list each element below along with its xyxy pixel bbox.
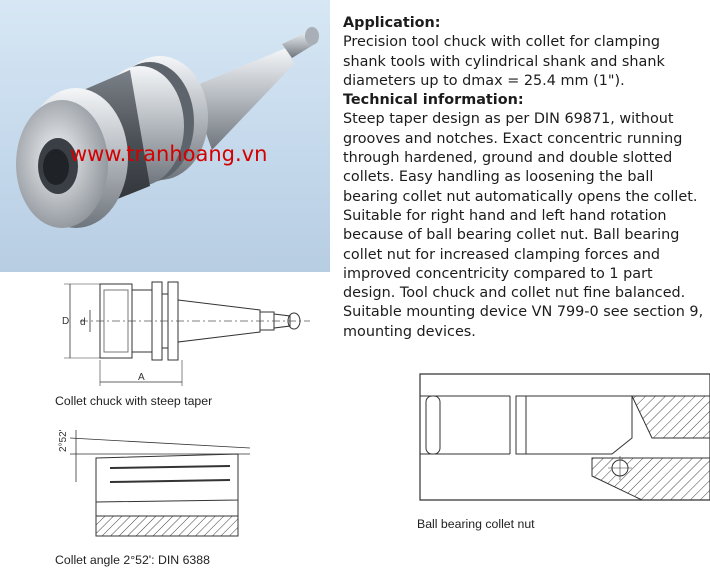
application-body: Precision tool chuck with collet for clamping shank tools with cylindrical shank and shank diameters up to dmax = 25.4 mm (1"). [343,34,665,89]
dim-d-label: d [80,317,86,328]
chuck-drawing [50,274,340,392]
collet-drawing [50,418,250,542]
collet-chuck-render [0,0,330,272]
technical-heading: Technical information: [343,92,524,109]
description-text [343,14,705,342]
nut-caption: Ball bearing collet nut [417,517,535,531]
technical-body: Steep taper design as per DIN 69871, without grooves and notches. Exact concentric running through hardened, ground and double slotted collets. Easy handling as loosening the ball bearing collet nut automatically opens the collet. Suitable for right hand and left hand rotation because of ball bearing collet nut. Ball bearing collet nut for increased clamping forces and improved concentricity compared to 1 part design. Tool chuck and collet nut fine balanced. Suitable mounting device VN 799-0 see section 9, mounting devices. [343,111,704,340]
collet-caption: Collet angle 2°52': DIN 6388 [55,553,210,567]
dim-A-label: A [138,372,145,383]
product-photo [0,0,330,272]
collet-angle-label: 2°52' [58,429,69,452]
watermark-text: www.tranhoang.vn [70,142,268,166]
nut-drawing [412,372,710,506]
dim-D-label: D [62,316,70,327]
application-heading: Application: [343,15,441,31]
chuck-caption: Collet chuck with steep taper [55,394,213,408]
